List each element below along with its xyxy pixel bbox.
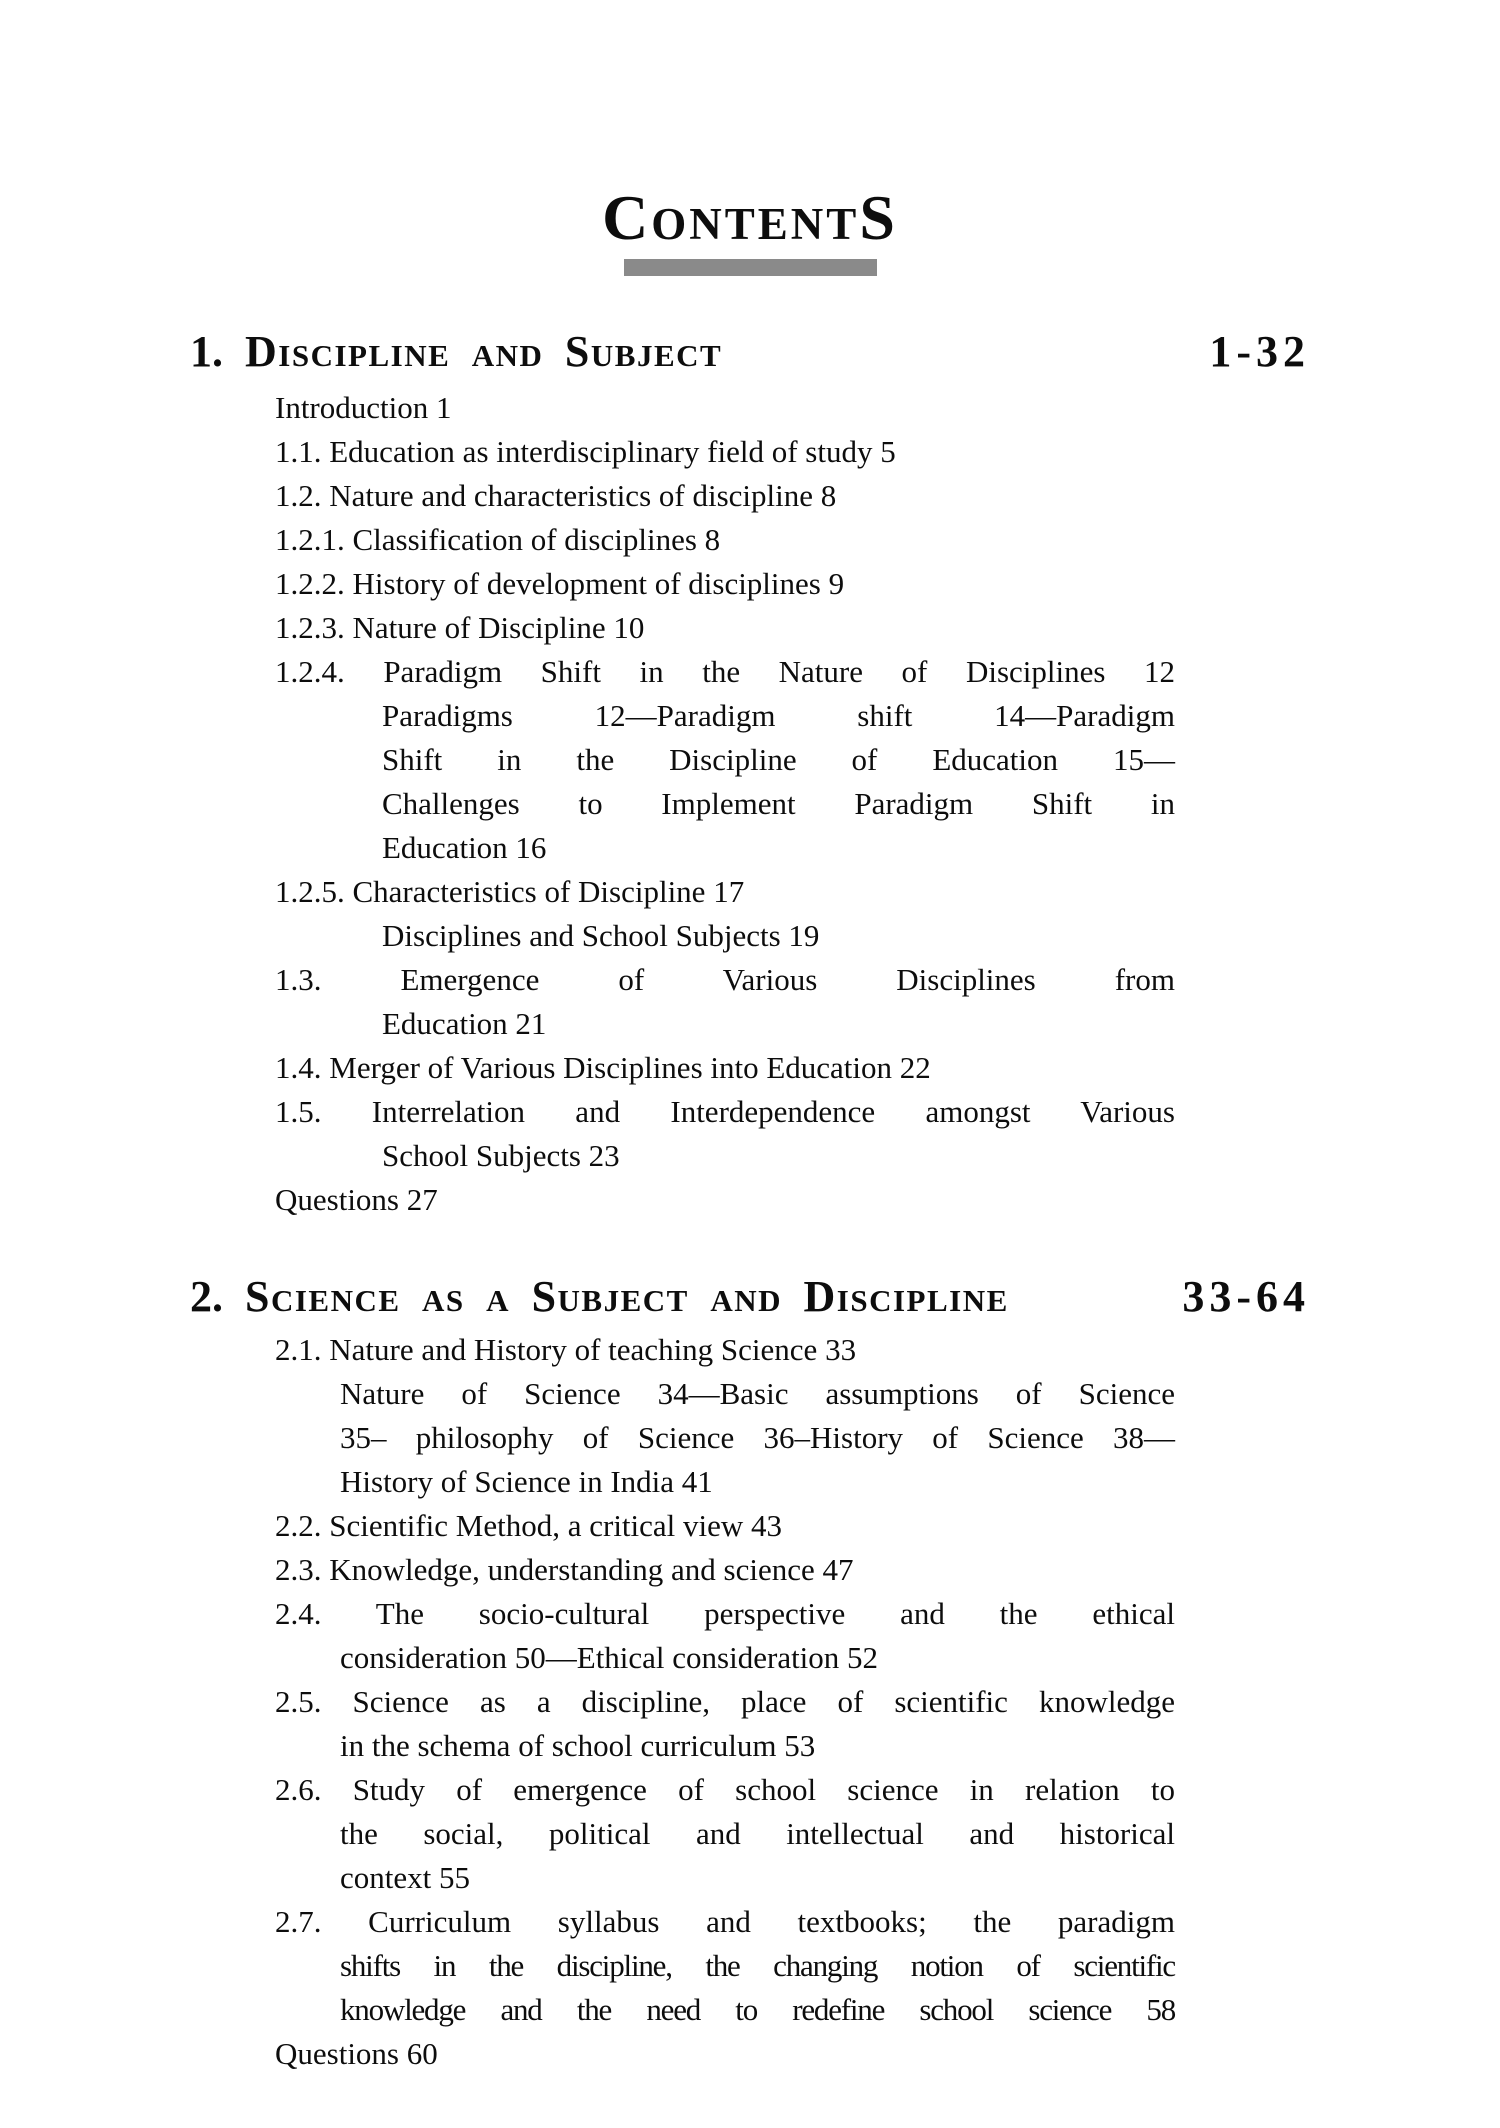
toc-entry-line: School Subjects 23 (382, 1138, 620, 1173)
toc-entry-line: 1.2.1. Classification of disciplines 8 (275, 522, 721, 557)
toc-entry-line: the social, political and intellectual and historical (340, 1816, 1175, 1851)
toc-entry-line: Questions 27 (275, 1182, 438, 1217)
toc-entry (275, 650, 1175, 694)
toc-note-line: Paradigms 12—Paradigm shift 14—Paradigm (382, 698, 1175, 733)
toc-entry (275, 2032, 1175, 2076)
toc-entry-line: Questions 60 (275, 2036, 438, 2071)
toc-entry (275, 562, 1175, 606)
chapter-entries (275, 1328, 1175, 2076)
toc-note (275, 694, 1175, 870)
toc-entry-line: 1.2. Nature and characteristics of discipline 8 (275, 478, 837, 513)
page-title-last-letter: S (859, 182, 898, 253)
toc-entry (275, 474, 1175, 518)
toc-entry (275, 1768, 1175, 1900)
toc-note-line: Challenges to Implement Paradigm Shift in (382, 786, 1175, 821)
toc-entry (275, 1504, 1175, 1548)
toc-entry (275, 958, 1175, 1046)
toc-entry (275, 1680, 1175, 1768)
toc-note-line: History of Science in India 41 (340, 1464, 713, 1499)
chapter-page-range: 1-32 (1209, 327, 1310, 376)
page-title-block (0, 182, 1500, 276)
toc-entry (275, 1046, 1175, 1090)
page-title-first-letter: C (602, 182, 652, 253)
toc-entry-line: 1.4. Merger of Various Disciplines into Education 22 (275, 1050, 931, 1085)
page-title-middle: ontent (651, 182, 860, 253)
toc-entry (275, 386, 1175, 430)
toc-entry-line: context 55 (340, 1860, 470, 1895)
toc-entry (275, 606, 1175, 650)
chapter-number: 1. (190, 327, 223, 376)
toc-entry-line: Education 21 (382, 1006, 547, 1041)
toc-entry-line: 2.1. Nature and History of teaching Science 33 (275, 1332, 857, 1367)
chapter-heading (190, 1272, 1310, 1322)
toc-note-line: Education 16 (382, 830, 547, 865)
chapter-heading (190, 327, 1310, 377)
toc-entry (275, 1592, 1175, 1680)
toc-entry (275, 1548, 1175, 1592)
toc-entry-line: 2.2. Scientific Method, a critical view 43 (275, 1508, 783, 1543)
toc-entry-line: 1.3. Emergence of Various Disciplines from (275, 962, 1175, 997)
toc-entry-line: 1.2.2. History of development of disciplines 9 (275, 566, 845, 601)
toc-entry-line: 2.5. Science as a discipline, place of scientific knowledge (275, 1684, 1175, 1719)
toc-entry (275, 1328, 1175, 1372)
toc-entry-line: 2.7. Curriculum syllabus and textbooks; the paradigm (275, 1904, 1175, 1939)
chapter-title: Science as a Subject and Discipline (245, 1272, 1009, 1321)
toc-entry-line: 1.2.4. Paradigm Shift in the Nature of Disciplines 12 (275, 654, 1175, 689)
toc-note-line: Shift in the Discipline of Education 15— (382, 742, 1175, 777)
chapter-section (0, 1272, 1500, 2076)
toc-entry-line: 1.1. Education as interdisciplinary field of study 5 (275, 434, 896, 469)
toc-entry-line: consideration 50—Ethical consideration 52 (340, 1640, 879, 1675)
toc-entry-line: knowledge and the need to redefine school science 58 (340, 1992, 1175, 2027)
toc-entry (275, 870, 1175, 914)
chapter-title: Discipline and Subject (245, 327, 723, 376)
toc-entry-line: 1.2.5. Characteristics of Discipline 17 (275, 874, 745, 909)
toc-entry-line: 1.5. Interrelation and Interdependence amongst Various (275, 1094, 1175, 1129)
chapter-section (0, 327, 1500, 1222)
toc-entry-line: shifts in the discipline, the changing notion of scientific (340, 1948, 1175, 1983)
toc-entry-line: in the schema of school curriculum 53 (340, 1728, 816, 1763)
page-title (0, 182, 1500, 253)
chapters (0, 327, 1500, 2076)
toc-note-line: Nature of Science 34—Basic assumptions of Science (340, 1376, 1175, 1411)
toc-entry-line: Introduction 1 (275, 390, 452, 425)
toc-entry (275, 1178, 1175, 1222)
toc-entry-line: 2.4. The socio-cultural perspective and the ethical (275, 1596, 1175, 1631)
toc-entry (275, 1900, 1175, 2032)
toc-entry-line: 2.3. Knowledge, understanding and science 47 (275, 1552, 854, 1587)
chapter-number: 2. (190, 1272, 223, 1321)
toc-entry (275, 518, 1175, 562)
chapter-entries (275, 386, 1175, 1222)
toc-note-line: 35– philosophy of Science 36–History of Science 38— (340, 1420, 1175, 1455)
toc-note-line: Disciplines and School Subjects 19 (382, 918, 820, 953)
toc-entry-line: 1.2.3. Nature of Discipline 10 (275, 610, 645, 645)
title-underline-bar (624, 259, 877, 276)
toc-note (275, 1372, 1175, 1504)
toc-note (275, 914, 1175, 958)
toc-entry (275, 1090, 1175, 1178)
toc-entry-line: 2.6. Study of emergence of school science in relation to (275, 1772, 1175, 1807)
toc-entry (275, 430, 1175, 474)
chapter-page-range: 33-64 (1182, 1272, 1310, 1321)
